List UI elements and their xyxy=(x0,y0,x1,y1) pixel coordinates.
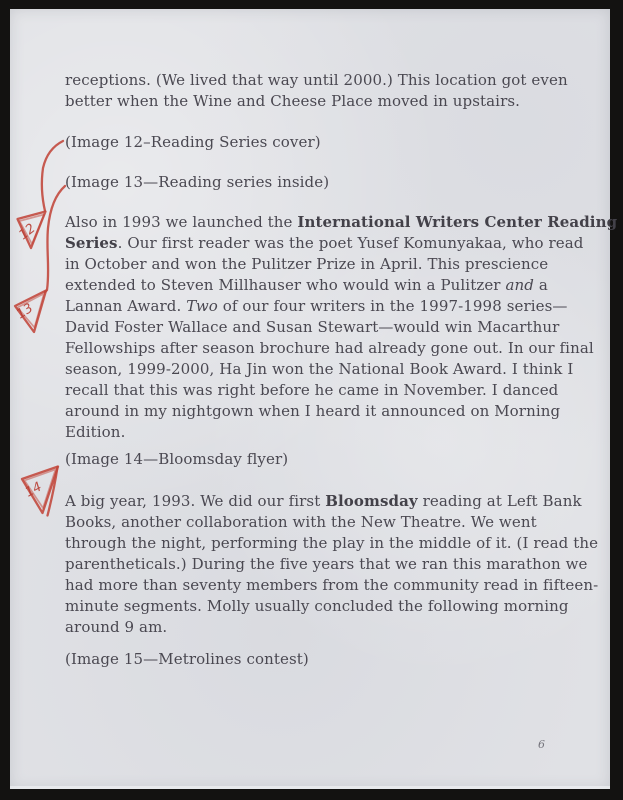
text-line: Edition. xyxy=(65,423,126,441)
text-line: parentheticals.) During the five years that we ran this marathon we xyxy=(65,555,588,573)
text-line: extended to Steven Millhauser who would win a Pulitzer and a xyxy=(65,276,548,294)
text-line: around in my nightgown when I heard it announced on Morning xyxy=(65,402,561,420)
handwritten-label-12: 12 xyxy=(16,221,39,244)
text-line: Lannan Award. Two of our four writers in the 1997-1998 series— xyxy=(65,297,568,315)
text-line: around 9 am. xyxy=(65,618,168,636)
text-line: Books, another collaboration with the New Theatre. We went xyxy=(65,513,537,531)
text-line: season, 1999-2000, Ha Jin won the National Book Award. I think I xyxy=(65,360,574,378)
text-line: recall that this was right before he came in November. I danced xyxy=(65,381,559,399)
manuscript-page xyxy=(10,9,618,789)
text-line: receptions. (We lived that way until 2000.) This location got even xyxy=(65,71,568,89)
image-13-caption xyxy=(65,172,329,193)
text-line: (Image 13—Reading series inside) xyxy=(65,173,330,191)
handwritten-label-14: 14 xyxy=(22,479,45,501)
text-line: through the night, performing the play in the middle of it. (I read the xyxy=(65,534,599,552)
text-line: had more than seventy members from the community read in fifteen- xyxy=(65,576,599,594)
page-number: 6 xyxy=(538,738,545,751)
bloomsday-paragraph xyxy=(65,491,598,638)
handwritten-label-13: 13 xyxy=(14,300,37,323)
image-12-caption xyxy=(65,132,321,153)
text-line: in October and won the Pulitzer Prize in April. This prescience xyxy=(65,255,549,273)
text-line: better when the Wine and Cheese Place moved in upstairs. xyxy=(65,92,520,110)
reading-series-paragraph xyxy=(65,212,617,443)
image-14-caption xyxy=(65,449,288,470)
text-line: (Image 15—Metrolines contest) xyxy=(65,650,309,668)
text-line: minute segments. Molly usually concluded the following morning xyxy=(65,597,569,615)
text-line: David Foster Wallace and Susan Stewart—would win Macarthur xyxy=(65,318,560,336)
text-line: A big year, 1993. We did our first Bloomsday reading at Left Bank xyxy=(65,492,582,510)
image-15-caption xyxy=(65,649,309,670)
text-line: Fellowships after season brochure had already gone out. In our final xyxy=(65,339,594,357)
text-line: Also in 1993 we launched the International Writers Center Reading xyxy=(65,213,618,231)
text-line: Series. Our first reader was the poet Yusef Komunyakaa, who read xyxy=(65,234,584,252)
intro-paragraph xyxy=(65,70,568,112)
text-line: (Image 12–Reading Series cover) xyxy=(65,133,321,151)
text-line: (Image 14—Bloomsday flyer) xyxy=(65,450,289,468)
